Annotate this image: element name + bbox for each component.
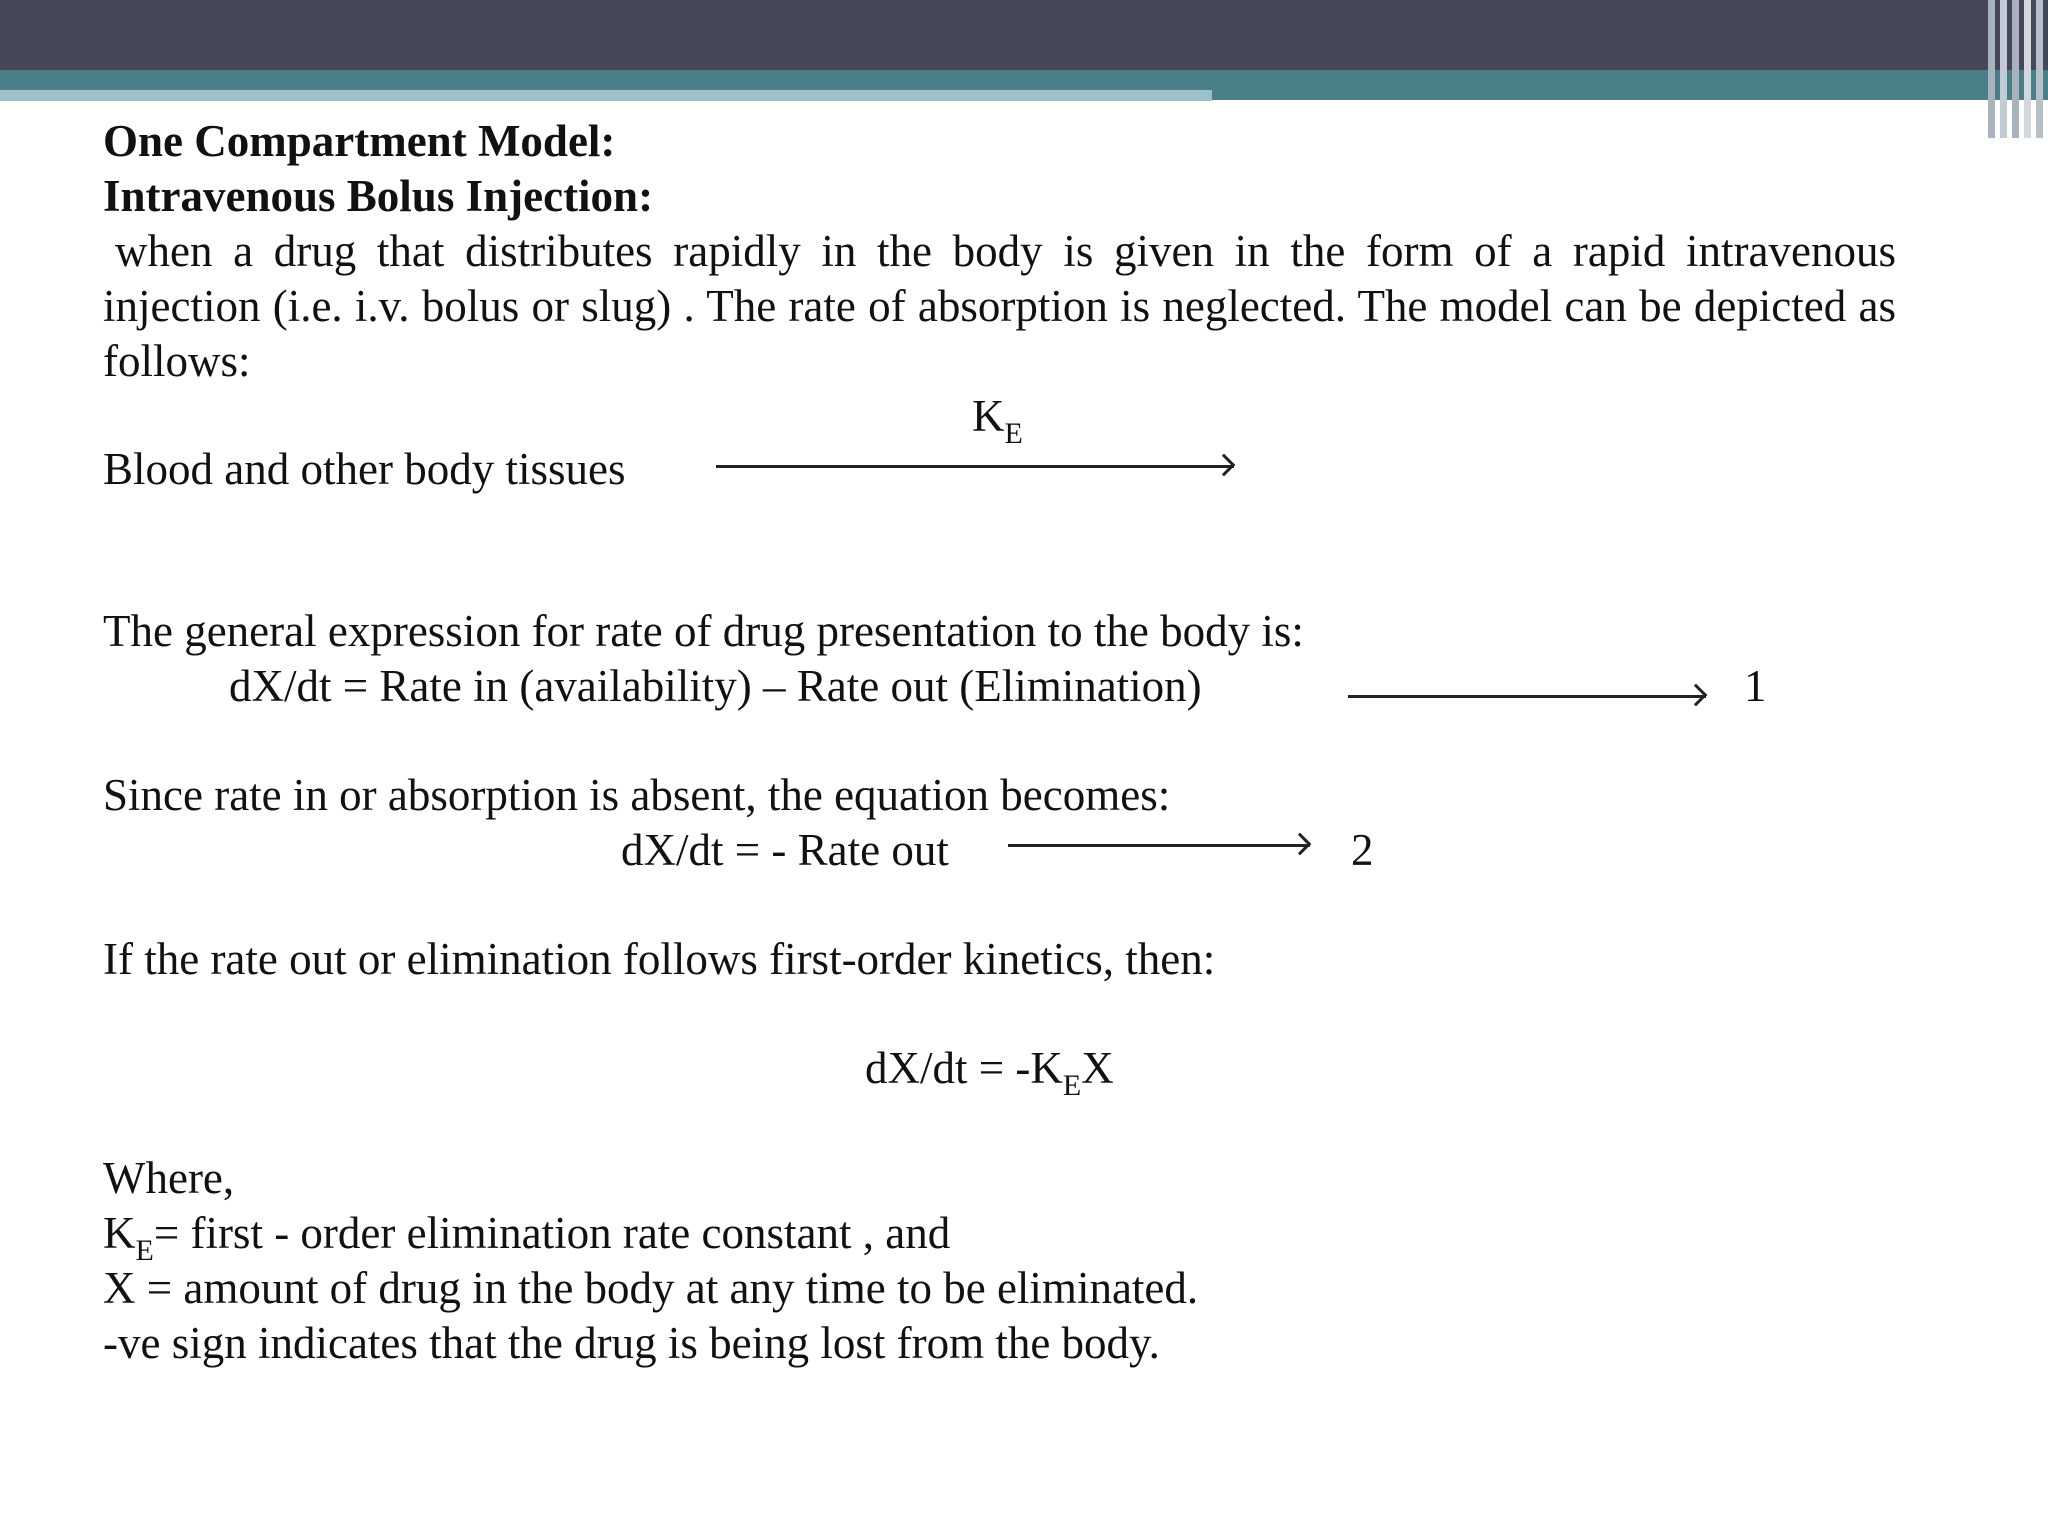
elimination-arrow (716, 465, 1234, 468)
since-text: Since rate in or absorption is absent, the equation becomes: (103, 770, 1171, 820)
equation-3: $dX/dt = -K_EX$ (865, 1043, 1114, 1102)
equation-2: dX/dt = - Rate out (621, 825, 949, 875)
first-order-text: If the rate out or elimination follows first-order kinetics, then: (103, 934, 1216, 984)
definition-ke: $K_E=$ first - order elimination rate constant , and (103, 1208, 951, 1267)
equation-2-arrow (1008, 844, 1310, 847)
definition-x: X = amount of drug in the body at any time to be eliminated. (103, 1263, 1199, 1313)
header-bar-dark (0, 0, 2048, 70)
intro-paragraph: when a drug that distributes rapidly in the body is given in the form of a rapid intravenous injection (i.e. i.v. bolus or slug) . The rate of absorption is neglected. The model can be depicted as follows: (103, 226, 1896, 386)
where-label: Where, (103, 1153, 235, 1203)
header-bar-light (0, 90, 1212, 101)
compartment-label: Blood and other body tissues (103, 444, 626, 494)
rate-constant-label: $K_E$ (972, 391, 1023, 450)
header-deco-stripe (1988, 0, 1995, 138)
header-deco-stripe (2036, 0, 2043, 138)
header-deco-stripe (2024, 0, 2031, 138)
equation-1-number: 1 (1744, 661, 1767, 711)
equation-2-number: 2 (1351, 825, 1374, 875)
general-expression-text: The general expression for rate of drug presentation to the body is: (103, 606, 1304, 656)
header-deco-stripe (2012, 0, 2019, 138)
header-deco-stripe (2000, 0, 2007, 138)
equation-1-arrow (1348, 695, 1706, 698)
equation-1: dX/dt = Rate in (availability) – Rate out (Elimination) (229, 661, 1202, 711)
sign-note: -ve sign indicates that the drug is being lost from the body. (103, 1318, 1160, 1368)
heading-injection: Intravenous Bolus Injection: (103, 171, 654, 221)
heading-model: One Compartment Model: (103, 116, 616, 166)
